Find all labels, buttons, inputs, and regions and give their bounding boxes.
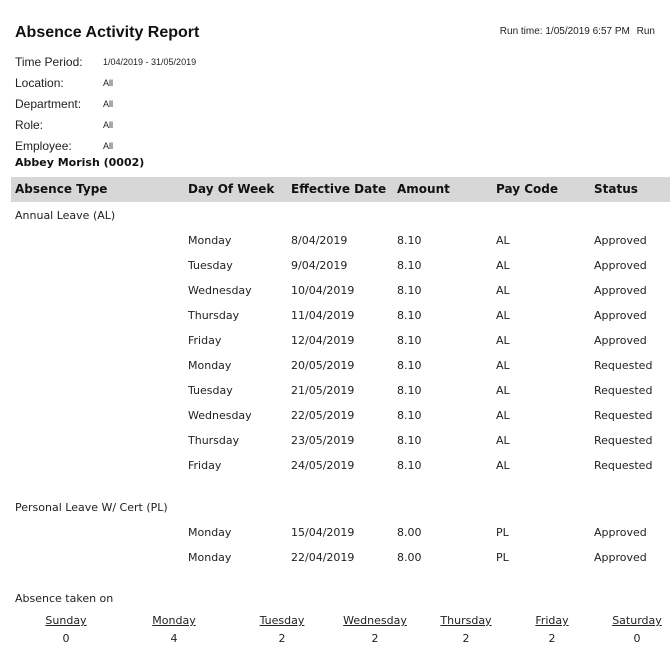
cell-day: Friday	[188, 334, 222, 347]
cell-amount: 8.10	[397, 434, 422, 447]
param-value: 1/04/2019 - 31/05/2019	[103, 56, 197, 67]
table-row	[0, 526, 670, 546]
table-row	[0, 334, 670, 354]
cell-status: Requested	[594, 384, 653, 397]
cell-date: 23/05/2019	[291, 434, 355, 447]
param-value: All	[103, 140, 114, 151]
run-time	[496, 26, 655, 37]
param-label: Employee:	[15, 138, 72, 153]
param-employee	[15, 135, 196, 156]
cell-status: Approved	[594, 284, 647, 297]
summary-count: 0	[62, 632, 70, 645]
summary-tuesday	[237, 614, 327, 645]
cell-date: 22/04/2019	[291, 551, 355, 564]
cell-pay-code: AL	[496, 259, 510, 272]
column-header-amount: Amount	[397, 182, 450, 196]
summary-day[interactable]: Tuesday	[259, 614, 305, 627]
summary-day[interactable]: Friday	[535, 614, 569, 627]
report-title: Absence Activity Report	[15, 24, 200, 41]
cell-status: Approved	[594, 234, 647, 247]
run-time-label: Run time: 1/05/2019 6:57 PM	[499, 26, 630, 37]
cell-date: 12/04/2019	[291, 334, 355, 347]
cell-day: Monday	[188, 234, 232, 247]
cell-date: 24/05/2019	[291, 459, 355, 472]
summary-count: 2	[548, 632, 556, 645]
cell-pay-code: AL	[496, 284, 510, 297]
cell-date: 8/04/2019	[291, 234, 348, 247]
column-header-status: Status	[594, 182, 638, 196]
param-department	[15, 93, 196, 114]
cell-pay-code: AL	[496, 334, 510, 347]
cell-date: 22/05/2019	[291, 409, 355, 422]
param-label: Location:	[15, 75, 64, 90]
cell-status: Approved	[594, 309, 647, 322]
table-row	[0, 359, 670, 379]
table-row	[0, 409, 670, 429]
cell-day: Monday	[188, 526, 232, 539]
cell-date: 20/05/2019	[291, 359, 355, 372]
cell-day: Wednesday	[188, 284, 252, 297]
table-row	[0, 434, 670, 454]
cell-status: Requested	[594, 359, 653, 372]
cell-day: Thursday	[188, 434, 240, 447]
summary-day[interactable]: Thursday	[440, 614, 492, 627]
column-header-pay-code: Pay Code	[496, 182, 558, 196]
param-location	[15, 72, 196, 93]
cell-day: Thursday	[188, 309, 240, 322]
cell-pay-code: AL	[496, 434, 510, 447]
cell-amount: 8.10	[397, 259, 422, 272]
cell-amount: 8.10	[397, 459, 422, 472]
summary-count: 4	[170, 632, 178, 645]
summary-title: Absence taken on	[15, 592, 114, 605]
run-link[interactable]: Run	[636, 26, 655, 37]
cell-amount: 8.10	[397, 384, 422, 397]
cell-status: Approved	[594, 551, 647, 564]
cell-amount: 8.10	[397, 234, 422, 247]
summary-count: 0	[633, 632, 641, 645]
param-value: All	[103, 77, 114, 88]
summary-thursday	[421, 614, 511, 645]
summary-count: 2	[462, 632, 470, 645]
summary-saturday	[592, 614, 670, 645]
param-role	[15, 114, 196, 135]
cell-status: Requested	[594, 409, 653, 422]
param-value: All	[103, 98, 114, 109]
cell-amount: 8.00	[397, 526, 422, 539]
cell-status: Approved	[594, 334, 647, 347]
cell-status: Approved	[594, 259, 647, 272]
cell-status: Requested	[594, 459, 653, 472]
cell-amount: 8.10	[397, 409, 422, 422]
summary-day[interactable]: Saturday	[612, 614, 662, 627]
table-row	[0, 284, 670, 304]
cell-day: Tuesday	[188, 259, 233, 272]
cell-pay-code: AL	[496, 384, 510, 397]
cell-day: Monday	[188, 551, 232, 564]
cell-amount: 8.10	[397, 309, 422, 322]
cell-pay-code: PL	[496, 551, 509, 564]
param-label: Role:	[15, 117, 44, 132]
param-label: Department:	[15, 96, 82, 111]
cell-amount: 8.00	[397, 551, 422, 564]
cell-date: 21/05/2019	[291, 384, 355, 397]
cell-date: 11/04/2019	[291, 309, 355, 322]
column-header-effective-date: Effective Date	[291, 182, 387, 196]
column-header-day-of-week: Day Of Week	[188, 182, 275, 196]
summary-friday	[507, 614, 597, 645]
table-row	[0, 309, 670, 329]
cell-date: 10/04/2019	[291, 284, 355, 297]
summary-day[interactable]: Sunday	[45, 614, 87, 627]
cell-status: Requested	[594, 434, 653, 447]
cell-amount: 8.10	[397, 284, 422, 297]
table-row	[0, 551, 670, 571]
cell-pay-code: AL	[496, 234, 510, 247]
employee-name: Abbey Morish (0002)	[15, 156, 145, 169]
table-header	[11, 177, 670, 202]
cell-pay-code: AL	[496, 309, 510, 322]
param-time-period	[15, 51, 196, 72]
summary-sunday	[21, 614, 111, 645]
summary-count: 2	[371, 632, 379, 645]
cell-pay-code: AL	[496, 409, 510, 422]
cell-amount: 8.10	[397, 334, 422, 347]
param-value: All	[103, 119, 114, 130]
cell-status: Approved	[594, 526, 647, 539]
cell-day: Friday	[188, 459, 222, 472]
table-row	[0, 459, 670, 479]
cell-date: 15/04/2019	[291, 526, 355, 539]
group-label-personal-leave: Personal Leave W/ Cert (PL)	[15, 501, 168, 514]
group-label-annual-leave: Annual Leave (AL)	[15, 209, 116, 222]
table-row	[0, 259, 670, 279]
summary-day[interactable]: Wednesday	[343, 614, 407, 627]
summary-count: 2	[278, 632, 286, 645]
cell-pay-code: AL	[496, 359, 510, 372]
summary-day[interactable]: Monday	[152, 614, 196, 627]
cell-pay-code: PL	[496, 526, 509, 539]
summary-wednesday	[330, 614, 420, 645]
report-parameters	[15, 51, 196, 156]
table-row	[0, 234, 670, 254]
cell-day: Wednesday	[188, 409, 252, 422]
param-label: Time Period:	[15, 54, 83, 69]
cell-day: Tuesday	[188, 384, 233, 397]
cell-amount: 8.10	[397, 359, 422, 372]
cell-date: 9/04/2019	[291, 259, 348, 272]
table-row	[0, 384, 670, 404]
column-header-absence-type: Absence Type	[15, 182, 108, 196]
summary-monday	[129, 614, 219, 645]
cell-pay-code: AL	[496, 459, 510, 472]
cell-day: Monday	[188, 359, 232, 372]
